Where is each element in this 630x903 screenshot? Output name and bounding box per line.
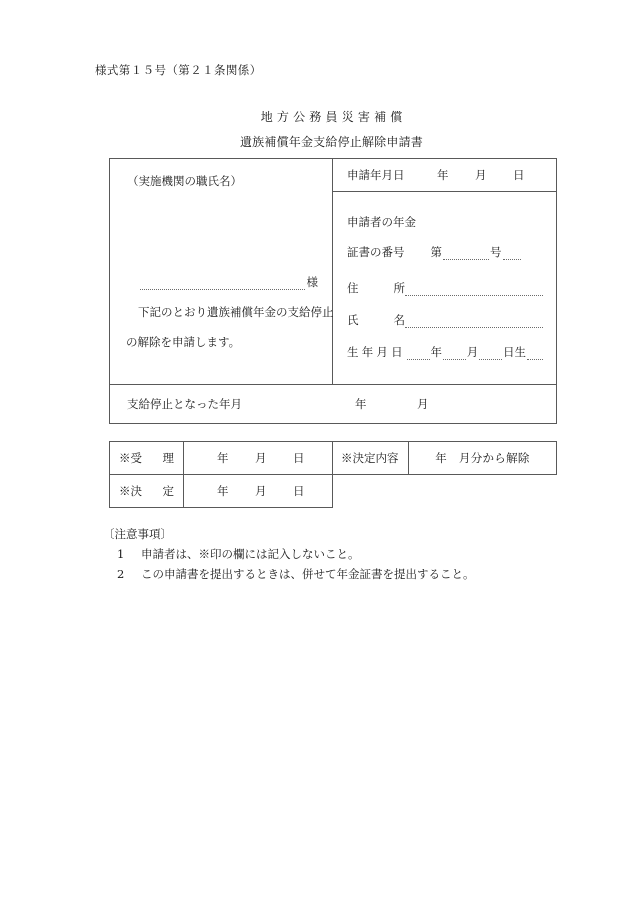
receipt-label-part-2: 理 [162, 451, 174, 465]
receipt-day-label: 日 [293, 451, 305, 465]
address-label [347, 280, 405, 296]
decision-content-label-cell [333, 442, 409, 475]
decision-label-part-2: 定 [162, 484, 174, 498]
certificate-suffix-label: 号 [490, 245, 502, 259]
application-table [109, 158, 557, 424]
certificate-number-input-line[interactable] [443, 247, 489, 260]
applicant-details-cell [333, 159, 557, 385]
note-number: 1 [117, 547, 125, 561]
pension-label: 申請者の年金 [347, 215, 416, 229]
suspension-date-label: 支給停止となった年月 [127, 397, 242, 411]
empty-cell [409, 475, 557, 508]
decision-year-label: 年 [217, 484, 229, 498]
certificate-number-field [347, 244, 542, 260]
suspension-year-label: 年 [355, 397, 367, 411]
notes-heading: 〔注意事項〕 [103, 527, 172, 541]
birth-month-label: 月 [466, 345, 479, 359]
application-date-row [333, 159, 556, 192]
honorific-label: 様 [306, 275, 318, 289]
title-block [109, 108, 554, 150]
birth-year-label: 年 [430, 345, 443, 359]
receipt-month-label: 月 [255, 451, 267, 465]
application-year-label: 年 [437, 168, 449, 182]
birth-day-label: 日生 [503, 345, 527, 359]
administrative-table [109, 441, 557, 508]
name-label-char-2: 名 [393, 313, 405, 327]
receipt-year-label: 年 [217, 451, 229, 465]
birth-year-input-line[interactable] [407, 346, 430, 360]
statement-line-1: 下記のとおり遺族補償年金の支給停止 [138, 305, 334, 319]
decision-date-fields [217, 483, 331, 499]
decision-label-part-1: ※決 [119, 484, 142, 498]
statement-line-2: の解除を申請します。 [126, 335, 241, 349]
addressee-input-line[interactable] [140, 276, 305, 290]
birth-day-input-line[interactable] [479, 346, 502, 360]
decision-label-cell [110, 475, 184, 508]
application-date-label: 申請年月日 [347, 168, 405, 182]
certificate-label: 証書の番号 [347, 245, 405, 259]
address-label-char-1: 住 [347, 281, 359, 295]
decision-label [119, 483, 174, 499]
applicant-statement-cell [110, 159, 333, 385]
birthdate-label: 生年月日 [347, 345, 406, 359]
suspension-date-fields[interactable] [355, 396, 479, 412]
note-text: この申請書を提出するときは、併せて年金証書を提出すること。 [141, 567, 475, 581]
suspension-month-label: 月 [417, 397, 429, 411]
birth-month-input-line[interactable] [443, 346, 466, 360]
notes-section [103, 524, 475, 584]
name-input-line[interactable] [405, 314, 543, 328]
note-text: 申請者は、※印の欄には記入しないこと。 [141, 547, 360, 561]
form-number: 様式第１５号（第２１条関係） [95, 63, 262, 77]
table-row [110, 159, 557, 385]
name-label [347, 312, 405, 328]
decision-day-label: 日 [293, 484, 305, 498]
decision-content-label: ※決定内容 [341, 451, 399, 465]
name-field [347, 312, 543, 328]
application-day-label: 日 [513, 168, 525, 182]
empty-cell [333, 475, 409, 508]
receipt-label-cell [110, 442, 184, 475]
suspension-date-cell [110, 385, 557, 424]
organization-label: （実施機関の職氏名） [127, 174, 242, 188]
decision-month-label: 月 [255, 484, 267, 498]
note-number: 2 [117, 567, 125, 581]
decision-content-value-cell[interactable] [409, 442, 557, 475]
decision-content-value: 年 月分から解除 [435, 451, 530, 465]
application-month-label: 月 [475, 168, 487, 182]
list-item [117, 544, 475, 564]
table-row [110, 475, 557, 508]
certificate-prefix-label: 第 [430, 245, 442, 259]
addressee-field [140, 274, 318, 290]
certificate-number-input-tail[interactable] [503, 247, 521, 260]
address-input-line[interactable] [405, 282, 543, 296]
receipt-date-fields [217, 450, 331, 466]
receipt-date-cell[interactable] [184, 442, 333, 475]
decision-date-cell[interactable] [184, 475, 333, 508]
address-field [347, 280, 543, 296]
table-row [110, 442, 557, 475]
receipt-label [119, 450, 174, 466]
application-date-fields[interactable] [437, 167, 551, 183]
receipt-label-part-1: ※受 [119, 451, 142, 465]
list-item [117, 564, 475, 584]
page-title: 地方公務員災害補償 [260, 110, 407, 124]
page-subtitle: 遺族補償年金支給停止解除申請書 [239, 135, 423, 149]
address-label-char-2: 所 [393, 281, 405, 295]
birthdate-field [347, 344, 543, 360]
name-label-char-1: 氏 [347, 313, 359, 327]
pension-details-block [333, 192, 556, 384]
birth-input-tail[interactable] [527, 346, 543, 360]
table-row [110, 385, 557, 424]
